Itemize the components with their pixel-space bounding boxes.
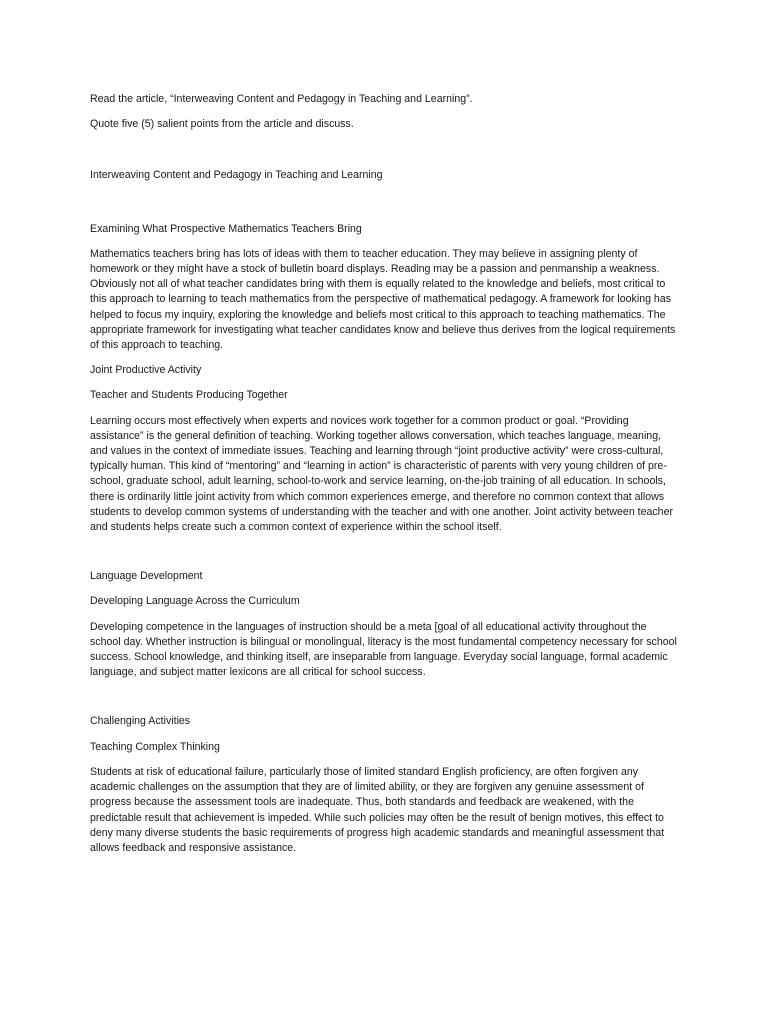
section-subheading: Teacher and Students Producing Together	[90, 389, 288, 402]
section-body: Mathematics teachers bring has lots of ideas with them to teacher education. They may believe in assigning plenty of homework or they might have a stock of bulletin board displays. Reading may be a passion and penmanship a weakness. Obviously not all of what teacher candidates bring with them is equally related to the knowledge and beliefs, most critical to this approach to learning to teach mathematics from the perspective of mathematical pedagogy. A framework for looking has helped to focus my inquiry, exploring the knowledge and beliefs most critical to this approach to teaching mathematics. The appropriate framework for investigating what teacher candidates know and believe thus derives from the logical requirements of this approach to teaching.	[90, 247, 676, 352]
section-body: Students at risk of educational failure, particularly those of limited standard English proficiency, are often forgiven any academic challenges on the assumption that they are of limited ability, or they are forgiven any genuine assessment of progress because the assessment tools are inadequate. Thus, both standards and feedback are weakened, with the predictable result that achievement is impeded. While such policies may often be the result of benign motives, this effect to deny many diverse students the basic requirements of progress high academic standards and meaningful assessment that allows feedback and responsive assistance.	[90, 765, 665, 854]
task-text: Quote five (5) salient points from the article and discuss.	[90, 118, 354, 131]
section-heading: Examining What Prospective Mathematics Teachers Bring	[90, 222, 362, 235]
section-body: Developing competence in the languages of instruction should be a meta [goal of all educational activity throughout the school day. Whether instruction is bilingual or monolingual, literacy is the most fundamental competency necessary for school success. School knowledge, and thinking itself, are inseparable from language. Everyday social language, formal academic language, and subject matter lexicons are all critical for school success.	[90, 620, 677, 679]
section-subheading: Developing Language Across the Curriculum	[90, 595, 300, 608]
section-body: Learning occurs most effectively when experts and novices work together for a common product or goal. “Providing assistance” is the general definition of teaching. Working together allows conversation, which teaches language, meaning, and values in the context of immediate issues. Teaching and learning through “joint productive activity” were cross-cultural, typically human. This kind of “mentoring” and “learning in action” is characteristic of parents with very young children of pre-school, graduate school, adult learning, school-to-work and service learning, on-the-job training of all education. In schools, there is ordinarily little joint activity from which common experiences emerge, and therefore no common context that allows students to develop common systems of understanding with the teacher and with one another. Joint activity between teacher and students helps create such a common context of experience within the school itself.	[90, 414, 673, 534]
article-title: Interweaving Content and Pedagogy in Teaching and Learning	[90, 169, 383, 182]
section-heading: Joint Productive Activity	[90, 364, 202, 377]
section-subheading: Teaching Complex Thinking	[90, 740, 220, 753]
section-heading: Challenging Activities	[90, 715, 191, 728]
document-page	[90, 92, 680, 856]
instruction-text: Read the article, “Interweaving Content and Pedagogy in Teaching and Learning”.	[90, 93, 473, 105]
section-heading: Language Development	[90, 570, 203, 583]
